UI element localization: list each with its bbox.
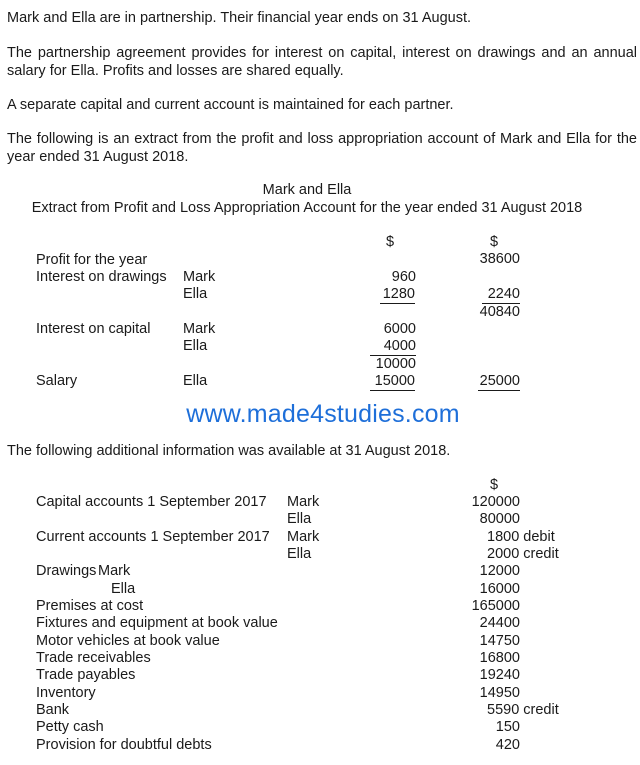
drawings-ella-value: 16000 [479, 581, 520, 597]
int-cap-mark-value: 6000 [383, 321, 416, 337]
int-draw-mark-name: Mark [183, 269, 216, 285]
item-label: Premises at cost [36, 598, 144, 614]
item-label: Trade payables [36, 667, 136, 683]
item-label: Bank [36, 702, 70, 718]
watermark-text: www.made4studies.com [186, 400, 460, 428]
item-value: 16800 [479, 650, 520, 666]
int-draw-mark-value: 960 [391, 269, 416, 285]
int-cap-ella-value: 4000 [370, 338, 416, 356]
item-value: 165000 [471, 598, 520, 614]
current-ella-value: 2000 credit [487, 546, 559, 562]
interest-drawings-label: Interest on drawings [36, 269, 167, 285]
int-draw-total-value: 2240 [482, 286, 520, 304]
capital-accounts-label: Capital accounts 1 September 2017 [36, 494, 267, 510]
capital-ella-value: 80000 [479, 511, 520, 527]
subtotal-value: 40840 [479, 304, 520, 320]
item-value: 150 [495, 719, 520, 735]
drawings-mark-name: Mark [98, 563, 131, 579]
item-label: Provision for doubtful debts [36, 737, 212, 753]
item-value: 5590 credit [487, 702, 559, 718]
additional-intro: The following additional information was available at 31 August 2018. [7, 443, 451, 459]
int-cap-ella-name: Ella [183, 338, 208, 354]
int-draw-ella-name: Ella [183, 286, 208, 302]
item-label: Motor vehicles at book value [36, 633, 220, 649]
current-ella-name: Ella [287, 546, 312, 562]
salary-total-value: 25000 [479, 373, 520, 389]
profit-value: 38600 [479, 251, 520, 267]
account-title: Mark and Ella [262, 182, 352, 198]
item-label: Petty cash [36, 719, 104, 735]
item-value: 24400 [479, 615, 520, 631]
capital-ella-name: Ella [287, 511, 312, 527]
capital-mark-name: Mark [287, 494, 320, 510]
item-value: 19240 [479, 667, 520, 683]
item-label: Inventory [36, 685, 96, 701]
current-accounts-label: Current accounts 1 September 2017 [36, 529, 270, 545]
capital-mark-value: 120000 [471, 494, 520, 510]
salary-ella-value: 15000 [370, 373, 415, 391]
current-mark-value: 1800 debit [487, 529, 555, 545]
int-cap-total-value: 10000 [375, 356, 416, 372]
additional-currency-header: $ [490, 477, 499, 493]
intro-paragraph-4: The following is an extract from the profit and loss appropriation account of Mark and Ella for the year ended 31 August 2018. [7, 131, 637, 165]
account-subtitle: Extract from Profit and Loss Appropriation Account for the year ended 31 August 2018 [31, 200, 583, 216]
int-cap-mark-name: Mark [183, 321, 216, 337]
item-label: Fixtures and equipment at book value [36, 615, 278, 631]
drawings-label: Drawings [36, 563, 97, 579]
intro-paragraph-3: A separate capital and current account is maintained for each partner. [7, 97, 454, 113]
salary-ella-name: Ella [183, 373, 208, 389]
intro-paragraph-2: The partnership agreement provides for interest on capital, interest on drawings and an annual salary for Ella. Profits and losses are shared equally. [7, 45, 637, 79]
item-value: 14750 [479, 633, 520, 649]
drawings-mark-value: 12000 [479, 563, 520, 579]
int-draw-ella-value: 1280 [380, 286, 415, 304]
col1-currency-header: $ [386, 234, 395, 250]
intro-paragraph-1: Mark and Ella are in partnership. Their financial year ends on 31 August. [7, 10, 471, 26]
current-mark-name: Mark [287, 529, 320, 545]
item-value: 14950 [479, 685, 520, 701]
col2-currency-header: $ [490, 234, 499, 250]
salary-label: Salary [36, 373, 78, 389]
item-label: Trade receivables [36, 650, 151, 666]
profit-label: Profit for the year [36, 252, 148, 268]
interest-capital-label: Interest on capital [36, 321, 151, 337]
drawings-ella-name: Ella [111, 581, 136, 597]
item-value: 420 [495, 737, 520, 753]
